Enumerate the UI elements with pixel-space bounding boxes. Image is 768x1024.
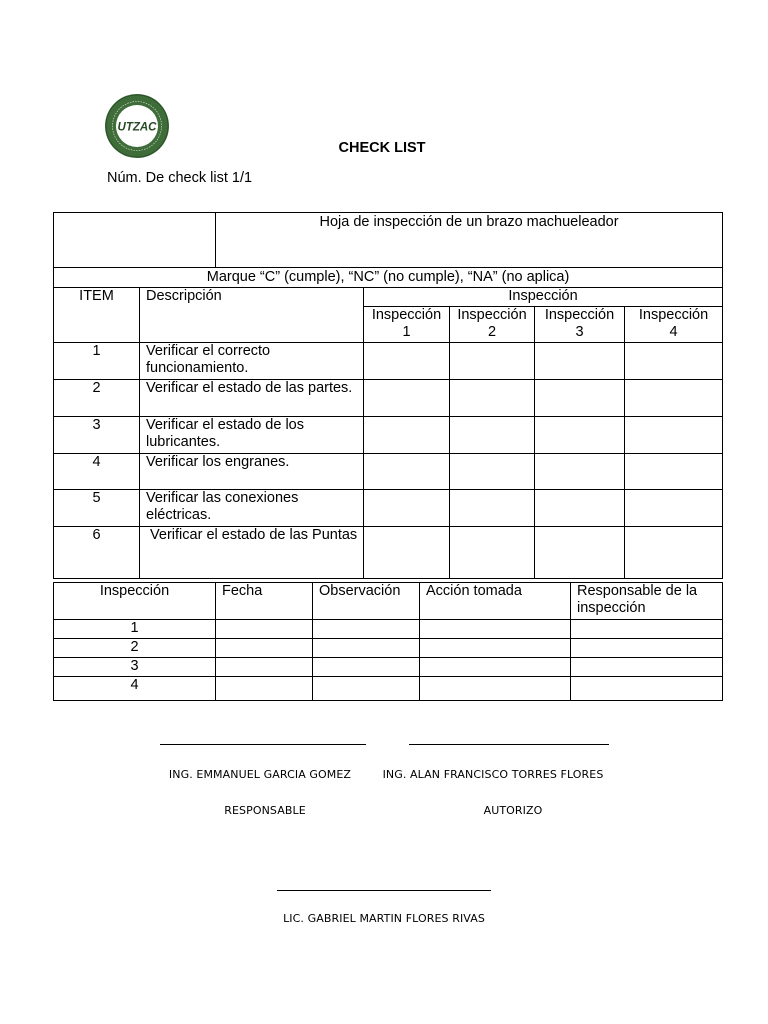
check-cell[interactable] — [535, 490, 625, 527]
record-cell[interactable] — [313, 677, 420, 701]
record-row-number: 1 — [54, 620, 216, 639]
check-cell[interactable] — [450, 343, 535, 380]
table-row — [54, 658, 723, 677]
header-description: Descripción — [140, 288, 364, 343]
row-description: Verificar los engranes. — [140, 454, 364, 490]
row-description: Verificar el correcto funcionamiento. — [140, 343, 364, 380]
check-cell[interactable] — [625, 417, 723, 454]
record-row-number: 2 — [54, 639, 216, 658]
row-item: 3 — [54, 417, 140, 454]
instructions: Marque “C” (cumple), “NC” (no cumple), “NA” (no aplica) — [54, 268, 723, 288]
record-cell[interactable] — [420, 639, 571, 658]
table-row — [54, 343, 723, 380]
row-description: Verificar las conexiones eléctricas. — [140, 490, 364, 527]
check-cell[interactable] — [450, 454, 535, 490]
row-item: 2 — [54, 380, 140, 417]
check-cell[interactable] — [364, 490, 450, 527]
record-cell[interactable] — [216, 620, 313, 639]
table-row — [54, 527, 723, 579]
check-cell[interactable] — [625, 490, 723, 527]
table-row — [54, 620, 723, 639]
signature-line-3 — [277, 890, 491, 891]
table-row — [54, 639, 723, 658]
row-item: 5 — [54, 490, 140, 527]
record-cell[interactable] — [313, 639, 420, 658]
signature-role-2: AUTORIZO — [483, 804, 543, 817]
check-cell[interactable] — [364, 527, 450, 579]
check-cell[interactable] — [364, 454, 450, 490]
record-cell[interactable] — [571, 677, 723, 701]
record-cell[interactable] — [216, 639, 313, 658]
check-cell[interactable] — [450, 417, 535, 454]
check-cell[interactable] — [625, 527, 723, 579]
record-cell[interactable] — [420, 620, 571, 639]
table-row — [54, 677, 723, 701]
record-row-number: 3 — [54, 658, 216, 677]
record-cell[interactable] — [571, 658, 723, 677]
record-cell[interactable] — [216, 677, 313, 701]
signature-name-1: ING. EMMANUEL GARCIA GOMEZ — [168, 768, 352, 781]
logo-text: UTZAC — [117, 121, 157, 134]
row-item: 4 — [54, 454, 140, 490]
check-cell[interactable] — [625, 343, 723, 380]
check-cell[interactable] — [535, 343, 625, 380]
record-header-observation: Observación — [313, 583, 420, 620]
record-header-date: Fecha — [216, 583, 313, 620]
check-cell[interactable] — [625, 380, 723, 417]
header-inspection-3: Inspección 3 — [535, 307, 625, 343]
check-cell[interactable] — [535, 454, 625, 490]
row-description: Verificar el estado de los lubricantes. — [140, 417, 364, 454]
check-cell[interactable] — [625, 454, 723, 490]
record-cell[interactable] — [420, 677, 571, 701]
header-inspection-1: Inspección 1 — [364, 307, 450, 343]
record-cell[interactable] — [216, 658, 313, 677]
inspection-table — [53, 212, 723, 579]
record-row-number: 4 — [54, 677, 216, 701]
record-cell[interactable] — [571, 639, 723, 658]
row-description: Verificar el estado de las Puntas — [140, 527, 364, 579]
check-cell[interactable] — [450, 527, 535, 579]
check-cell[interactable] — [535, 417, 625, 454]
record-cell[interactable] — [571, 620, 723, 639]
check-cell[interactable] — [450, 380, 535, 417]
signature-line-2 — [409, 744, 609, 745]
sheet-title: Hoja de inspección de un brazo machueleador — [216, 213, 723, 268]
signature-line-1 — [160, 744, 366, 745]
record-table — [53, 582, 723, 701]
row-item: 6 — [54, 527, 140, 579]
record-header-responsible: Responsable de la inspección — [571, 583, 723, 620]
check-cell[interactable] — [364, 343, 450, 380]
check-cell[interactable] — [364, 380, 450, 417]
header-inspection-4: Inspección 4 — [625, 307, 723, 343]
row-description: Verificar el estado de las partes. — [140, 380, 364, 417]
table-row — [54, 417, 723, 454]
row-item: 1 — [54, 343, 140, 380]
table-row — [54, 490, 723, 527]
record-cell[interactable] — [313, 658, 420, 677]
table-row — [54, 454, 723, 490]
header-inspection-2: Inspección 2 — [450, 307, 535, 343]
record-cell[interactable] — [420, 658, 571, 677]
check-cell[interactable] — [364, 417, 450, 454]
sheet-title-spacer — [54, 213, 216, 268]
check-cell[interactable] — [535, 380, 625, 417]
record-header-inspection: Inspección — [54, 583, 216, 620]
signature-name-3: LIC. GABRIEL MARTIN FLORES RIVAS — [283, 912, 485, 925]
signature-name-2: ING. ALAN FRANCISCO TORRES FLORES — [382, 768, 604, 781]
checklist-number: Núm. De check list 1/1 — [107, 170, 253, 186]
check-cell[interactable] — [535, 527, 625, 579]
table-row — [54, 380, 723, 417]
record-header-action: Acción tomada — [420, 583, 571, 620]
header-item: ITEM — [54, 288, 140, 343]
check-cell[interactable] — [450, 490, 535, 527]
header-inspection-group: Inspección — [364, 288, 723, 307]
record-cell[interactable] — [313, 620, 420, 639]
signature-role-1: RESPONSABLE — [224, 804, 306, 817]
page-title: CHECK LIST — [338, 140, 426, 156]
